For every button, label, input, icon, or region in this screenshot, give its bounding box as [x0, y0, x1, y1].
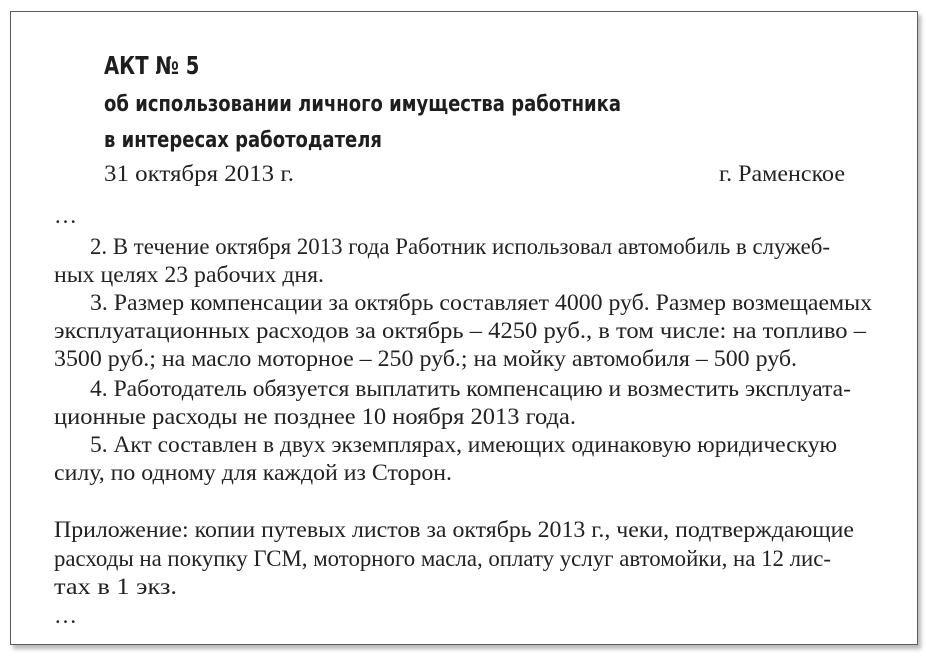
paragraph-5-line-1: 5. Акт составлен в двух экземплярах, имеющих одинаковую юридическую: [90, 432, 837, 457]
act-subtitle-line-2: в интересах работодателя: [104, 127, 382, 153]
paragraph-2-line-2: ных целях 23 рабочих дня.: [54, 262, 324, 287]
paragraph-3-line-3: 3500 руб.; на масло моторное – 250 руб.; на мойку автомобиля – 500 руб.: [54, 346, 797, 371]
paragraph-3-line-1: 3. Размер компенсации за октябрь составляет 4000 руб. Размер возмещаемых: [90, 290, 872, 315]
act-subtitle-line-1: об использовании личного имущества работника: [104, 91, 622, 117]
paragraph-2-line-1: 2. В течение октября 2013 года Работник использовал автомобиль в служеб-: [90, 234, 830, 259]
appendix-line-3: тах в 1 экз.: [54, 574, 177, 599]
paragraph-4-line-2: ционные расходы не позднее 10 ноября 2013 года.: [54, 404, 576, 429]
paragraph-4-line-1: 4. Работодатель обязуется выплатить компенсацию и возместить эксплуата-: [90, 376, 851, 401]
appendix-line-1: Приложение: копии путевых листов за октябрь 2013 г., чеки, подтверждающие: [54, 517, 854, 542]
ellipsis-top: …: [54, 203, 77, 228]
paragraph-5-line-2: силу, по одному для каждой из Сторон.: [54, 460, 452, 485]
act-title: АКТ № 5: [104, 51, 200, 80]
act-date: 31 октября 2013 г.: [104, 161, 294, 186]
paragraph-3-line-2: эксплуатационных расходов за октябрь – 4250 руб., в том числе: на топливо –: [54, 318, 866, 343]
act-city: г. Раменское: [719, 161, 845, 186]
appendix-line-2: расходы на покупку ГСМ, моторного масла, оплату услуг автомойки, на 12 лис-: [54, 546, 831, 571]
ellipsis-bottom: …: [54, 603, 77, 628]
